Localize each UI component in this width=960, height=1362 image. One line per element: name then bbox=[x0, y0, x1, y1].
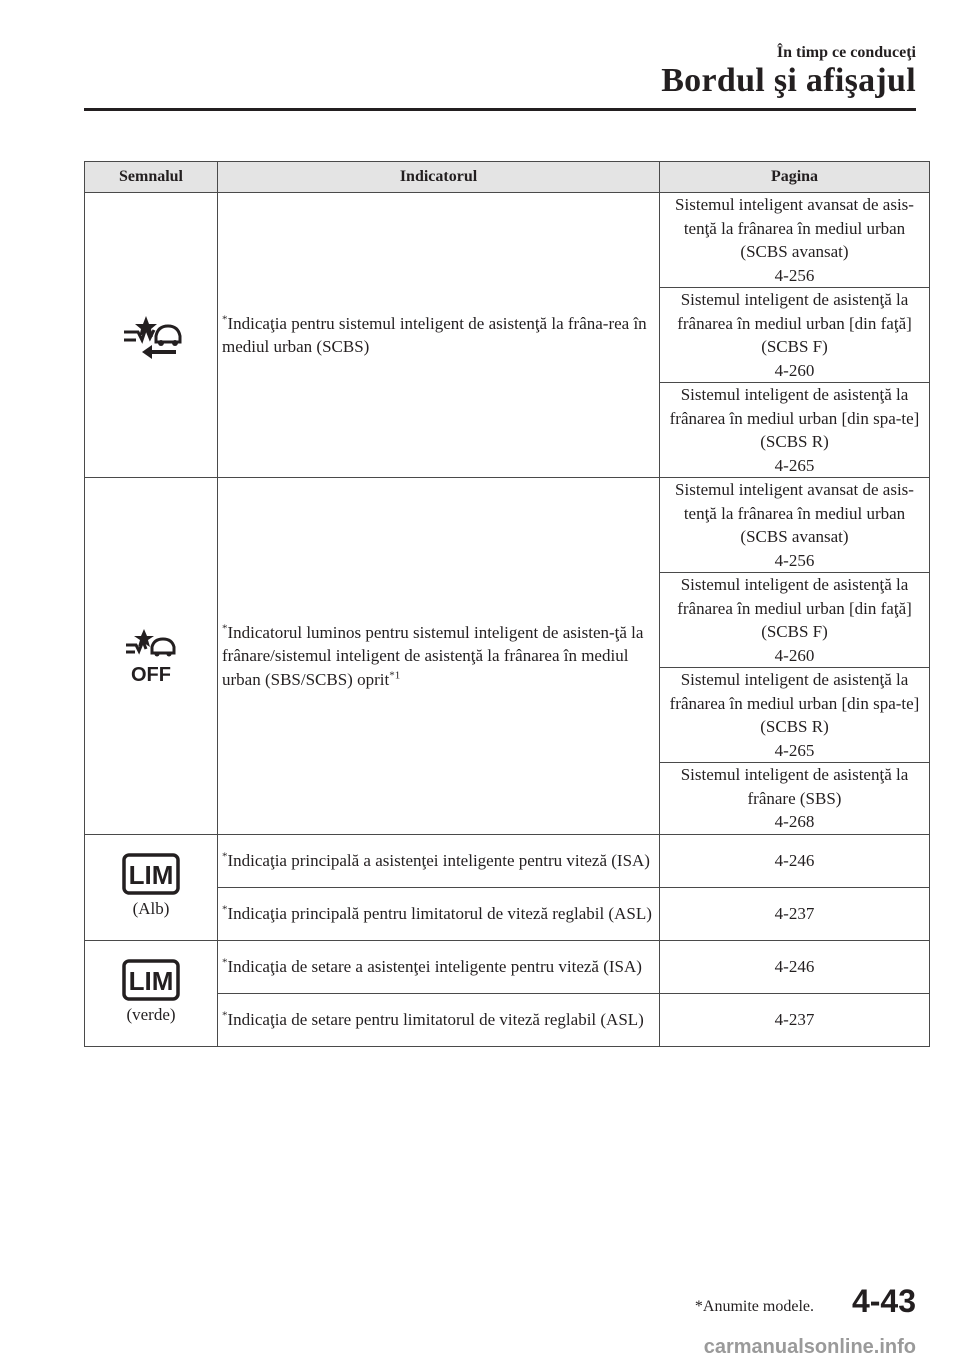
asterisk-mark: * bbox=[222, 956, 228, 969]
page-cell bbox=[660, 993, 930, 1046]
section-title: În timp ce conduceţi bbox=[776, 44, 916, 61]
page-cell bbox=[660, 763, 930, 835]
scbs-off-icon bbox=[116, 627, 186, 685]
col-header-indicator: Indicatorul bbox=[218, 162, 660, 193]
header-rule bbox=[84, 108, 916, 111]
page-number: 4-265 bbox=[774, 455, 815, 475]
page-ref-text: Sistemul inteligent de asistenţă la frânarea în mediul urban [din faţă] (SCBS F) bbox=[677, 575, 912, 641]
page-ref-text: Sistemul inteligent avansat de asis-tenţă la frânarea în mediul urban (SCBS avansat) bbox=[675, 480, 914, 546]
indicator-text: Indicaţia pentru sistemul inteligent de asistenţă la frâna-rea în mediul urban (SCBS) bbox=[222, 313, 647, 356]
page-number: 4-237 bbox=[774, 903, 815, 923]
asterisk-mark: * bbox=[222, 312, 228, 325]
asterisk-mark: * bbox=[222, 621, 228, 634]
signal-cell bbox=[85, 478, 218, 835]
page-number: 4-260 bbox=[774, 360, 815, 380]
indicator-cell bbox=[218, 834, 660, 887]
signal-cell bbox=[85, 940, 218, 1046]
indicator-cell bbox=[218, 887, 660, 940]
page-number: 4-246 bbox=[774, 850, 815, 870]
page-number: 4-268 bbox=[774, 812, 815, 831]
color-label: (verde) bbox=[126, 1005, 176, 1025]
table-row bbox=[85, 193, 930, 288]
page-ref-text: Sistemul inteligent de asistenţă la frânarea în mediul urban [din spa-te] (SCBS R) bbox=[669, 385, 920, 451]
signal-cell bbox=[85, 193, 218, 478]
indicator-text: Indicatorul luminos pentru sistemul inteligent de asisten-ţă la frânare/sistemul inteligent de asistenţă la frânarea în mediul urban (SBS/SCBS) oprit bbox=[222, 622, 644, 689]
page-title: Bordul şi afişajul bbox=[661, 62, 916, 99]
table-row bbox=[85, 478, 930, 573]
page-ref-text: Sistemul inteligent de asistenţă la frânarea în mediul urban [din spa-te] (SCBS R) bbox=[669, 670, 920, 736]
footnote: *Anumite modele. bbox=[694, 1298, 814, 1315]
table-row bbox=[85, 834, 930, 887]
page-number: 4-246 bbox=[774, 956, 815, 976]
indicator-text: Indicaţia principală a asistenţei inteligente pentru viteză (ISA) bbox=[227, 850, 650, 870]
color-label: (Alb) bbox=[132, 899, 170, 919]
indicator-text: Indicaţia de setare pentru limitatorul de viteză reglabil (ASL) bbox=[227, 1009, 644, 1029]
page-cell bbox=[660, 478, 930, 573]
page-number: 4-265 bbox=[774, 740, 815, 760]
lim-icon bbox=[122, 853, 180, 895]
page-cell bbox=[660, 668, 930, 763]
page-ref-text: Sistemul inteligent de asistenţă la frânare (SBS) bbox=[680, 765, 909, 808]
indicator-table bbox=[84, 161, 930, 1047]
page-number: 4-260 bbox=[774, 645, 815, 665]
table-header-row bbox=[85, 162, 930, 193]
page-cell bbox=[660, 383, 930, 478]
page-ref-text: Sistemul inteligent de asistenţă la frânarea în mediul urban [din faţă] (SCBS F) bbox=[677, 290, 912, 356]
page-number: 4-256 bbox=[774, 265, 815, 285]
icon-off-label: OFF bbox=[131, 663, 171, 685]
page-number: 4-256 bbox=[774, 550, 815, 570]
col-header-page: Pagina bbox=[660, 162, 930, 193]
lim-icon-label: LIM bbox=[128, 966, 174, 997]
col-header-signal: Semnalul bbox=[85, 162, 218, 193]
scbs-warning-icon bbox=[116, 310, 186, 360]
indicator-text: Indicaţia principală pentru limitatorul de viteză reglabil (ASL) bbox=[227, 903, 652, 923]
footnote-ref: *1 bbox=[389, 668, 401, 681]
page-number-footer: 4-43 bbox=[851, 1283, 916, 1319]
lim-icon-label: LIM bbox=[128, 860, 174, 891]
page-cell bbox=[660, 887, 930, 940]
lim-icon bbox=[122, 959, 180, 1001]
page-number: 4-237 bbox=[774, 1009, 815, 1029]
signal-cell bbox=[85, 834, 218, 940]
asterisk-mark: * bbox=[222, 1009, 228, 1022]
indicator-text: Indicaţia de setare a asistenţei inteligente pentru viteză (ISA) bbox=[227, 956, 642, 976]
page-cell bbox=[660, 193, 930, 288]
page-cell bbox=[660, 573, 930, 668]
indicator-cell bbox=[218, 993, 660, 1046]
page-cell bbox=[660, 288, 930, 383]
page-cell bbox=[660, 834, 930, 887]
page-cell bbox=[660, 940, 930, 993]
watermark: carmanualsonline.info bbox=[703, 1336, 916, 1358]
indicator-cell bbox=[218, 193, 660, 478]
page-ref-text: Sistemul inteligent avansat de asis-tenţă la frânarea în mediul urban (SCBS avansat) bbox=[675, 195, 914, 261]
asterisk-mark: * bbox=[222, 903, 228, 916]
indicator-cell bbox=[218, 478, 660, 835]
asterisk-mark: * bbox=[222, 850, 228, 863]
indicator-cell bbox=[218, 940, 660, 993]
table-row bbox=[85, 940, 930, 993]
